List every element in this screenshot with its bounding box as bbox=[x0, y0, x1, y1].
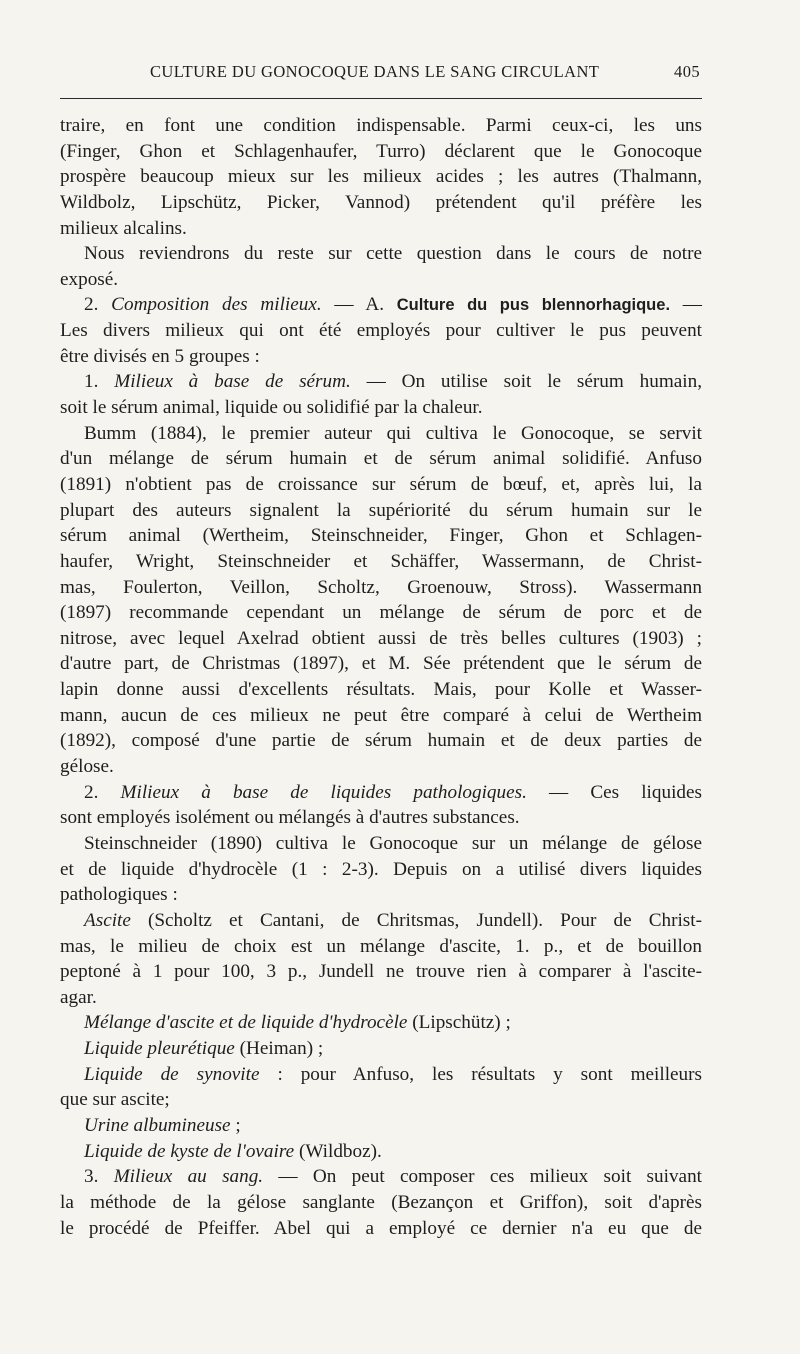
item-number: 1. bbox=[84, 371, 115, 393]
text-line: lapin donne aussi d'excellents résultats. Mais, pour Kolle et Wasser- bbox=[60, 679, 702, 701]
text-line: soit le sérum animal, liquide ou solidifié par la chaleur. bbox=[60, 397, 483, 419]
item-title: Liquide de synovite bbox=[84, 1063, 260, 1085]
text-line: milieux alcalins. bbox=[60, 217, 187, 239]
text-run: — A. bbox=[321, 294, 397, 316]
text-line: traire, en font une condition indispensable. Parmi ceux-ci, les uns bbox=[60, 115, 702, 136]
text-line: prospère beaucoup mieux sur les milieux acides ; les autres (Thalmann, bbox=[60, 166, 702, 188]
item-title: Liquide de kyste de l'ovaire bbox=[84, 1140, 295, 1162]
text-line: plupart des auteurs signalent la supériorité du sérum humain sur le bbox=[60, 499, 702, 521]
text-line: haufer, Wright, Steinschneider et Schäffer, Wassermann, de Christ- bbox=[60, 550, 702, 572]
item-heading-serum bbox=[60, 369, 702, 395]
section-number: 2. bbox=[84, 294, 112, 316]
text-line: exposé. bbox=[60, 268, 119, 290]
text-line: d'un mélange de sérum humain et de sérum animal solidifié. Anfuso bbox=[60, 448, 702, 470]
text-run: ; bbox=[230, 1114, 241, 1136]
item-title: Mélange d'ascite et de liquide d'hydrocèle bbox=[84, 1012, 408, 1034]
text-line: Wildbolz, Lipschütz, Picker, Vannod) prétendent qu'il préfère les bbox=[60, 191, 702, 213]
text-line: nitrose, avec lequel Axelrad obtient aussi de très belles cultures (1903) ; bbox=[60, 627, 702, 649]
text-line: agar. bbox=[60, 986, 97, 1008]
text-line: (Finger, Ghon et Schlagenhaufer, Turro) déclarent que le Gonocoque bbox=[60, 140, 702, 162]
item-number: 2. bbox=[84, 781, 121, 803]
text-line: d'autre part, de Christmas (1897), et M. Sée prétendent que le sérum de bbox=[60, 653, 702, 675]
text-line: mas, Foulerton, Veillon, Scholtz, Groenouw, Stross). Wassermann bbox=[60, 576, 702, 598]
running-title: CULTURE DU GONOCOQUE DANS LE SANG CIRCULANT bbox=[150, 62, 600, 81]
subsection-title: Culture du pus blennorhagique. bbox=[396, 296, 671, 315]
text-line: être divisés en 5 groupes : bbox=[60, 345, 260, 367]
text-line: et de liquide d'hydrocèle (1 : 2-3). Depuis on a utilisé divers liquides bbox=[60, 858, 702, 880]
text-line: Nous reviendrons du reste sur cette question dans le cours de notre bbox=[84, 243, 702, 265]
item-title: Milieux à base de liquides pathologiques. bbox=[120, 781, 527, 803]
list-item-ascite bbox=[60, 908, 702, 934]
page-number: 405 bbox=[674, 62, 700, 81]
text-line: sérum animal (Wertheim, Steinschneider, Finger, Ghon et Schlagen- bbox=[60, 525, 702, 547]
text-line: (1891) n'obtient pas de croissance sur sérum de bœuf, et, après lui, la bbox=[60, 473, 702, 495]
item-heading-sang bbox=[60, 1164, 702, 1190]
list-item-urine bbox=[60, 1113, 702, 1139]
list-item-kyste bbox=[60, 1139, 702, 1165]
section-heading-composition bbox=[60, 292, 702, 318]
text-line: mann, aucun de ces milieux ne peut être comparé à celui de Wertheim bbox=[60, 704, 702, 726]
text-run: — bbox=[670, 294, 702, 316]
text-line: peptoné à 1 pour 100, 3 p., Jundell ne trouve rien à comparer à l'ascite- bbox=[60, 961, 702, 983]
item-title: Milieux à base de sérum. bbox=[114, 371, 351, 393]
item-title: Liquide pleurétique bbox=[84, 1038, 235, 1060]
text-line: pathologiques : bbox=[60, 884, 178, 906]
text-line: Bumm (1884), le premier auteur qui cultiva le Gonocoque, se servit bbox=[84, 422, 702, 444]
text-line: (1892), composé d'une partie de sérum humain et de deux parties de bbox=[60, 730, 702, 752]
text-line: Steinschneider (1890) cultiva le Gonocoque sur un mélange de gélose bbox=[84, 832, 702, 854]
text-run: — On utilise soit le sérum humain, bbox=[350, 371, 702, 393]
item-number: 3. bbox=[84, 1166, 114, 1188]
page-header bbox=[60, 58, 700, 88]
item-title: Milieux au sang. bbox=[113, 1166, 264, 1188]
text-line: mas, le milieu de choix est un mélange d'ascite, 1. p., et de bouillon bbox=[60, 935, 702, 957]
text-run: (Scholtz et Cantani, de Chritsmas, Jundell). Pour de Christ- bbox=[130, 909, 702, 931]
text-line: Les divers milieux qui ont été employés pour cultiver le pus peuvent bbox=[60, 320, 702, 342]
text-run: (Wildboz). bbox=[294, 1140, 382, 1162]
list-item-melange bbox=[60, 1010, 702, 1036]
text-line: le procédé de Pfeiffer. Abel qui a employé ce dernier n'a eu que de bbox=[60, 1217, 702, 1239]
list-item-pleuretique bbox=[60, 1036, 702, 1062]
item-title: Urine albumineuse bbox=[84, 1114, 231, 1136]
text-run: — On peut composer ces milieux soit suivant bbox=[263, 1166, 702, 1188]
text-run: (Lipschütz) ; bbox=[407, 1012, 511, 1034]
text-line: gélose. bbox=[60, 756, 114, 778]
list-item-synovite bbox=[60, 1062, 702, 1088]
text-run: : pour Anfuso, les résultats y sont meilleurs bbox=[259, 1063, 702, 1085]
section-title: Composition des milieux. bbox=[111, 294, 322, 316]
item-heading-pathological bbox=[60, 780, 702, 806]
text-line: que sur ascite; bbox=[60, 1089, 170, 1111]
body-text bbox=[60, 113, 702, 1241]
text-run: — Ces liquides bbox=[526, 781, 702, 803]
text-line: la méthode de la gélose sanglante (Bezançon et Griffon), soit d'après bbox=[60, 1191, 702, 1213]
header-rule bbox=[60, 98, 702, 99]
text-line: (1897) recommande cependant un mélange de sérum de porc et de bbox=[60, 602, 702, 624]
item-title: Ascite bbox=[84, 909, 131, 931]
text-line: sont employés isolément ou mélangés à d'autres substances. bbox=[60, 807, 520, 829]
text-run: (Heiman) ; bbox=[234, 1038, 324, 1060]
